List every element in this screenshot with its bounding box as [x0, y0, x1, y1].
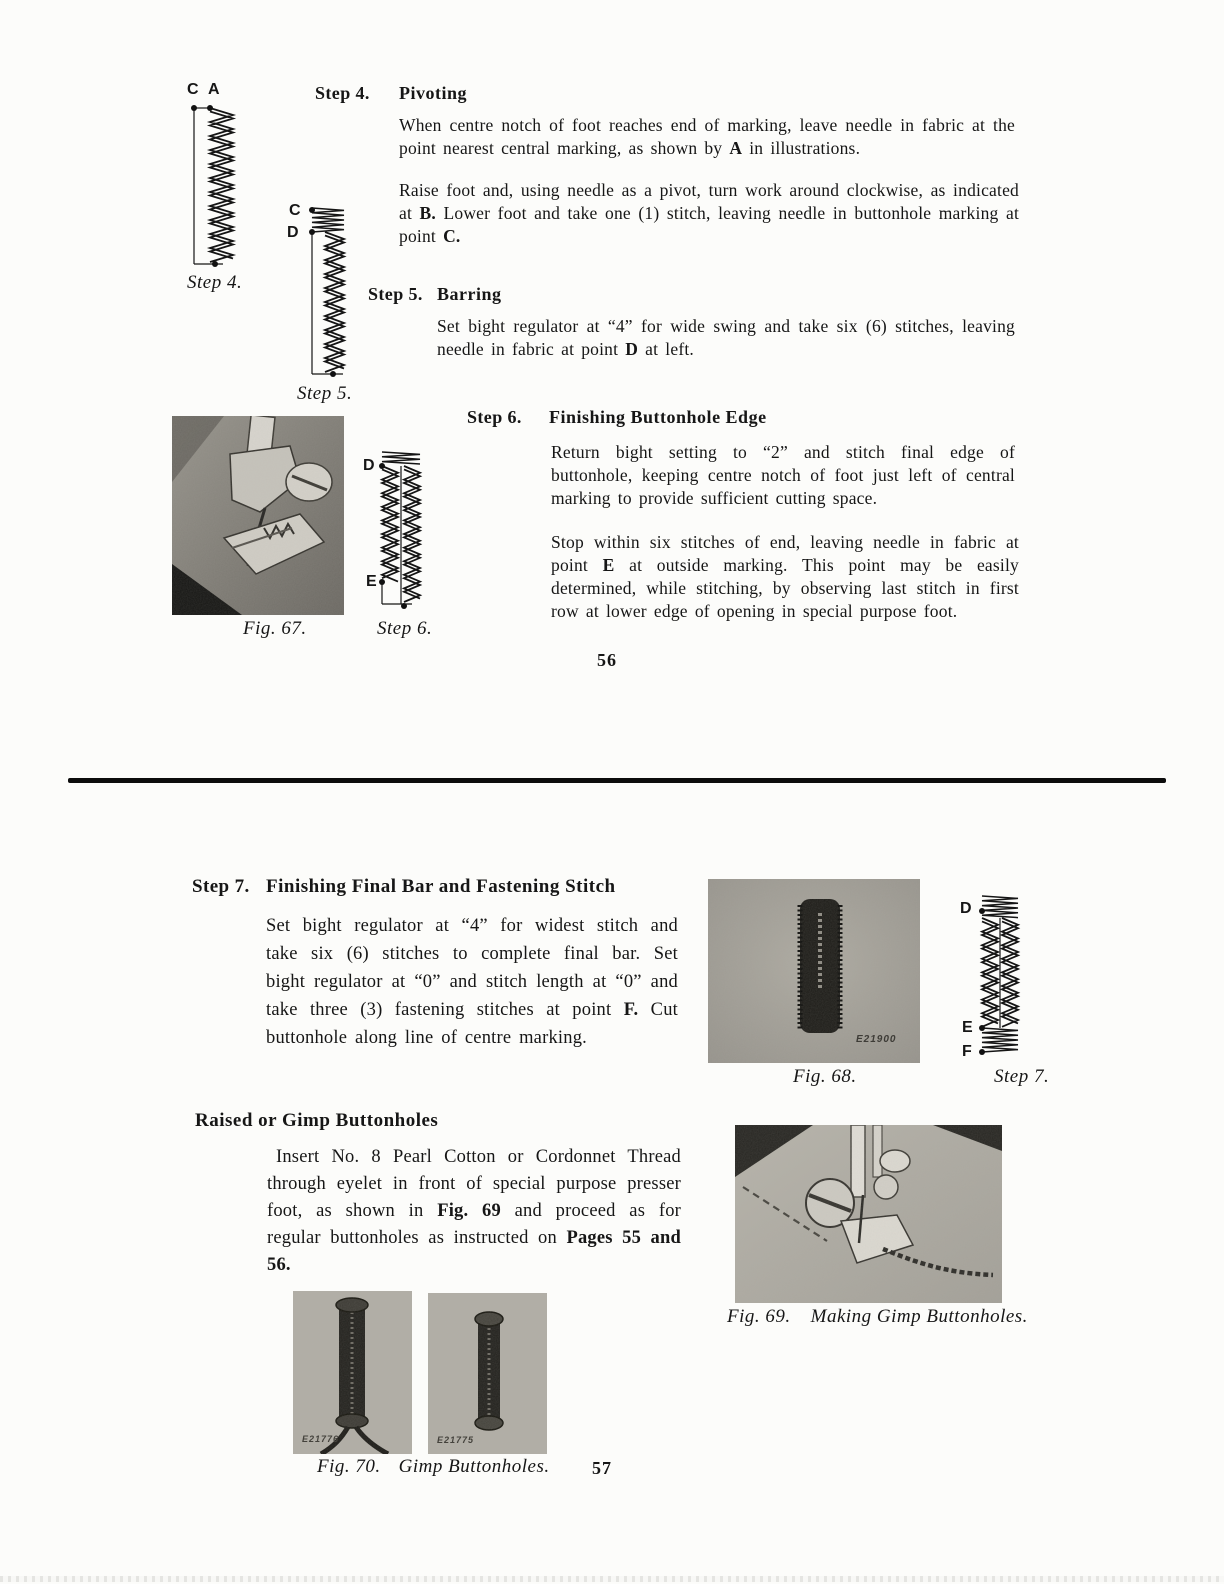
bold-pages-ref: Pages 55 and 56. [267, 1228, 681, 1275]
page-number-57: 57 [592, 1458, 612, 1478]
fig70-right-photo-label: E21775 [437, 1435, 475, 1445]
bold-point-e: E [602, 555, 615, 575]
step5-diagram-caption: Step 5. [297, 383, 353, 404]
fig68-photo-label: E21900 [856, 1034, 897, 1045]
text-run: Stop within six stitches of end, leaving needle in fabric at point [551, 532, 1019, 575]
diagram-marker-c: C [289, 202, 301, 219]
diagram-marker-e: E [366, 573, 377, 590]
gimp-section-title: Raised or Gimp Buttonholes [195, 1110, 439, 1131]
step6-heading-title: Finishing Buttonhole Edge [549, 407, 767, 427]
diagram-marker-d: D [287, 224, 299, 241]
fig68-caption: Fig. 68. [793, 1066, 857, 1087]
text-run: in illustrations. [742, 138, 861, 158]
fig70-photo-left [293, 1291, 412, 1454]
fig70-photo-right [428, 1293, 547, 1454]
step6-diagram-caption: Step 6. [377, 618, 433, 639]
text-run: Cut buttonhole along line of centre marking. [266, 1000, 679, 1048]
diagram-marker-d: D [960, 900, 972, 917]
step7-heading-title: Finishing Final Bar and Fastening Stitch [266, 876, 616, 897]
step4-paragraph-1 [399, 114, 1015, 160]
fig70-caption [317, 1456, 550, 1478]
text-run: Lower foot and take one (1) stitch, leaving needle in buttonhole marking at point [399, 203, 1019, 246]
step5-paragraph [437, 315, 1015, 361]
text-run: When centre notch of foot reaches end of marking, leave needle in fabric at the point nearest central marking, as shown by [399, 115, 1015, 158]
text-run: Return bight setting to “2” and stitch final edge of buttonhole, keeping centre notch of foot just left of central marking to provide sufficient cutting space. [551, 442, 1015, 508]
diagram-marker-d: D [363, 457, 375, 474]
step5-heading-title: Barring [437, 284, 502, 304]
fig70-caption-number: Fig. 70. [317, 1456, 381, 1477]
fig70-caption-text: Gimp Buttonholes. [398, 1456, 550, 1477]
page-divider-rule [68, 778, 1166, 783]
step6-stitch-diagram [378, 448, 422, 614]
fig67-caption: Fig. 67. [243, 618, 307, 639]
gimp-paragraph [267, 1144, 681, 1279]
diagram-marker-c: C [187, 81, 199, 98]
step6-paragraph-2 [551, 531, 1019, 623]
page-number-56: 56 [597, 650, 617, 670]
text-run: and proceed as for regular buttonholes as instructed on [267, 1201, 682, 1248]
fig70-left-photo-label: E21776 [302, 1434, 340, 1444]
scan-edge-artifact [0, 1576, 1224, 1582]
fig69-caption [727, 1306, 1028, 1328]
step4-stitch-diagram [185, 96, 243, 274]
text-run: Raise foot and, using needle as a pivot, turn work around clockwise, as indicated at [399, 180, 1019, 223]
fig68-photo [708, 879, 920, 1063]
step6-paragraph-1 [551, 441, 1015, 510]
step4-heading-title: Pivoting [399, 83, 468, 103]
diagram-marker-a: A [208, 81, 220, 98]
step7-paragraph [266, 912, 678, 1052]
step5-stitch-diagram [303, 202, 345, 382]
step4-paragraph-2 [399, 179, 1019, 248]
bold-point-c: C. [443, 226, 461, 246]
text-run: Set bight regulator at “4” for widest stitch and take six (6) stitches to complete final bar. Set bight regulator at “0” and stitch length at “0” and take three (3) fastening stitches at point [266, 916, 678, 1020]
step7-stitch-diagram [976, 891, 1020, 1067]
diagram-marker-e: E [962, 1019, 973, 1036]
step4-diagram-caption: Step 4. [187, 272, 243, 293]
bold-point-a: A [729, 138, 743, 158]
fig69-photo [735, 1125, 1002, 1303]
step5-heading-label: Step 5. [368, 284, 423, 304]
step4-heading-label: Step 4. [315, 83, 370, 103]
step6-heading-label: Step 6. [467, 407, 522, 427]
fig67-photo [172, 416, 344, 615]
step7-heading-label: Step 7. [192, 876, 250, 897]
fig69-caption-number: Fig. 69. [727, 1306, 791, 1327]
bold-point-d: D [625, 339, 639, 359]
text-run: Insert No. 8 Pearl Cotton or Cordonnet Thread through eyelet in front of special purpose presser foot, as shown in [267, 1147, 681, 1221]
diagram-marker-f: F [962, 1043, 972, 1060]
bold-fig-69-ref: Fig. 69 [437, 1201, 501, 1221]
step7-diagram-caption: Step 7. [994, 1066, 1050, 1087]
bold-point-b: B. [419, 203, 436, 223]
text-run: Set bight regulator at “4” for wide swing and take six (6) stitches, leaving needle in fabric at point [437, 316, 1015, 359]
text-run: at outside marking. This point may be easily determined, while stitching, by observing last stitch in first row at lower edge of opening in special purpose foot. [551, 555, 1019, 621]
text-run: at left. [638, 339, 694, 359]
bold-point-f: F. [623, 1000, 639, 1020]
fig69-caption-text: Making Gimp Buttonholes. [810, 1306, 1028, 1327]
